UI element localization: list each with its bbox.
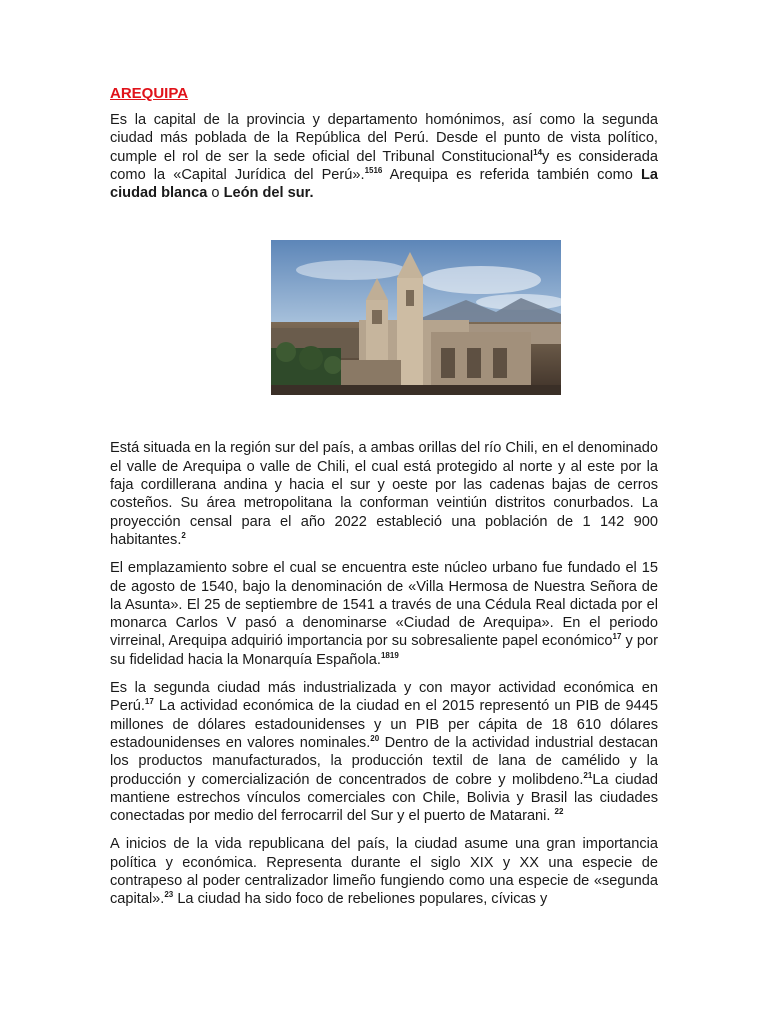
paragraph-intro-text-a: Es la capital de la provincia y departamento homónimos, así como la segunda ciudad más poblada de la República del Perú. Desde el punto de vista político, cumple el rol de ser la sede oficial del Tribunal Constitucional [110, 112, 658, 165]
footnote-ref: 2 [181, 531, 186, 541]
paragraph-economy-text-d: La ciudad mantiene estrechos vínculos comerciales con Chile, Bolivia y Brasil las ciudades conectadas por medio del ferrocarril del Sur y el puerto de Matarani. [110, 771, 658, 825]
paragraph-geography [110, 439, 658, 549]
footnote-ref: 14 [533, 147, 543, 157]
paragraph-economy-text-c: Dentro de la actividad industrial destacan los productos manufacturados, la producción textil de lana de camélido y la producción y comercialización de concentrados de cobre y molibdeno. [110, 734, 658, 788]
nickname-ciudad-blanca: La ciudad blanca [110, 166, 658, 202]
footnote-ref: 23 [164, 890, 174, 900]
footnote-ref: 17 [144, 697, 154, 707]
footnote-ref: 21 [583, 770, 593, 780]
footnote-ref: 22 [554, 807, 564, 817]
cathedral-photo [271, 240, 561, 395]
paragraph-intro [110, 111, 658, 202]
paragraph-economy-text-b: La actividad económica de la ciudad en el 2015 representó un PIB de 9445 millones de dólares estadounidenses y un PIB per cápita de 18 610 dólares estadounidenses en valores nominales. [110, 698, 658, 751]
paragraph-republic [110, 835, 658, 908]
document-title: AREQUIPA [110, 85, 189, 102]
paragraph-history-text-b: y por su fidelidad hacia la Monarquía Española. [110, 633, 659, 668]
paragraph-republic-text-a: A inicios de la vida republicana del país, la ciudad asume una gran importancia política y económica. Representa durante el siglo XIX y XX una especie de contrapeso al poder centralizador limeño fungiendo como una especie de «segunda capital». [110, 836, 658, 908]
footnote-ref: 20 [370, 734, 380, 744]
paragraph-intro-text-c: Arequipa es referida también como [382, 166, 641, 183]
paragraph-republic-text-b: La ciudad ha sido foco de rebeliones populares, cívicas y [173, 891, 548, 908]
paragraph-intro-text-d: o [207, 185, 224, 202]
footnote-ref: 17 [612, 632, 622, 642]
paragraph-economy-text-a: Es la segunda ciudad más industrializada y con mayor actividad económica en Perú. [110, 680, 658, 715]
paragraph-history-text-a: El emplazamiento sobre el cual se encuentra este núcleo urbano fue fundado el 15 de agosto de 1540, bajo la denominación de «Villa Hermosa de Nuestra Señora de la Asunta». El 25 de septiembre de 1541 a través de una Cédula Real dictada por el monarca Carlos V pasó a denominarse «Ciudad de Arequipa». En el periodo virreinal, Arequipa adquirió importancia por su sobresaliente papel económico [110, 560, 658, 650]
cathedral-illustration [271, 240, 561, 395]
paragraph-geography-text: Está situada en la región sur del país, a ambas orillas del río Chili, en el denominado el valle de Arequipa o valle de Chili, el cual está protegido al norte y al este por la faja cordillerana andina y hacia el sur y oeste por las cadenas bajas de cerros costeños. Su área metropolitana la conforman veintiún distritos conurbados. La proyección censal para el año 2022 estableció una población de 1 142 900 habitantes. [110, 440, 658, 548]
paragraph-history [110, 559, 658, 669]
nickname-leon-del-sur: León del sur. [223, 185, 314, 202]
paragraph-intro-text-b: y es considerada como la «Capital Jurídica del Perú». [110, 148, 658, 183]
footnote-ref: 1819 [380, 650, 399, 660]
footnote-ref: 1516 [364, 166, 383, 176]
paragraph-economy [110, 679, 658, 825]
